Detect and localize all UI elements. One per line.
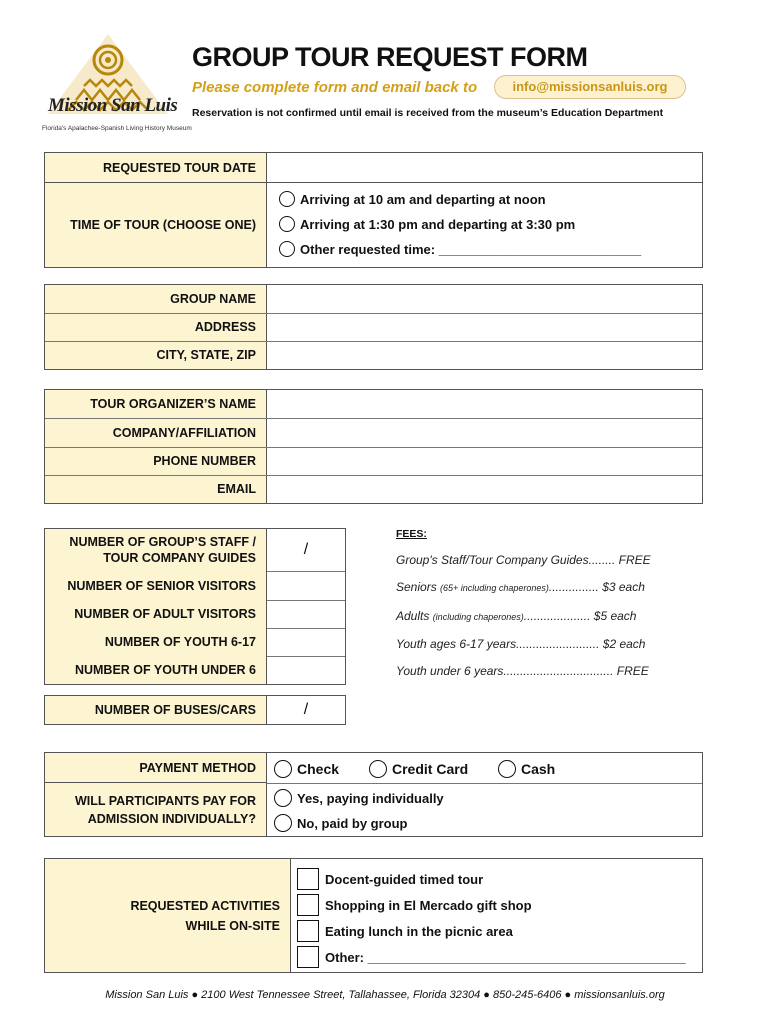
city-state-zip-label: CITY, STATE, ZIP — [45, 341, 267, 369]
tour-date-field[interactable] — [267, 153, 702, 183]
payment-method-label: PAYMENT METHOD — [45, 753, 267, 783]
checkbox-icon[interactable] — [297, 920, 319, 942]
youth-under-6-label: NUMBER OF YOUTH UNDER 6 — [45, 656, 267, 684]
footer-address: Mission San Luis ● 2100 West Tennessee Street, Tallahassee, Florida 32304 ● 850-245-6406 ● missionsanluis.org — [105, 989, 665, 1001]
contact-email-link[interactable]: info@missionsanluis.org — [494, 75, 686, 99]
staff-count-field[interactable]: / — [303, 541, 309, 558]
organizer-name-field[interactable] — [267, 390, 702, 418]
city-state-zip-field[interactable] — [267, 341, 702, 369]
buses-label: NUMBER OF BUSES/CARS — [45, 696, 267, 724]
adult-count-field[interactable] — [267, 600, 345, 628]
radio-icon[interactable] — [274, 760, 292, 778]
youth-count-field[interactable] — [267, 628, 345, 656]
company-label: COMPANY/AFFILIATION — [45, 418, 267, 447]
group-name-label: GROUP NAME — [45, 285, 267, 313]
pay-individually-no[interactable]: No, paid by group — [274, 814, 408, 832]
activities-label: REQUESTED ACTIVITIES WHILE ON-SITE — [45, 859, 291, 972]
radio-icon[interactable] — [274, 814, 292, 832]
adult-count-label: NUMBER OF ADULT VISITORS — [45, 600, 267, 628]
time-option-morning[interactable]: Arriving at 10 am and departing at noon — [279, 191, 546, 207]
tour-date-label: REQUESTED TOUR DATE — [45, 153, 267, 183]
radio-icon[interactable] — [498, 760, 516, 778]
logo-wordmark: Mission San Luis — [48, 95, 178, 116]
address-label: ADDRESS — [45, 313, 267, 341]
organizer-name-label: TOUR ORGANIZER’S NAME — [45, 390, 267, 418]
group-section — [44, 284, 703, 370]
checkbox-icon[interactable] — [297, 946, 319, 968]
activity-gift-shop[interactable]: Shopping in El Mercado gift shop — [297, 894, 532, 916]
radio-icon[interactable] — [279, 216, 295, 232]
buses-field[interactable]: / — [303, 701, 309, 718]
activities-section — [44, 858, 703, 973]
radio-icon[interactable] — [274, 789, 292, 807]
checkbox-icon[interactable] — [297, 894, 319, 916]
youth-count-label: NUMBER OF YOUTH 6-17 — [45, 628, 267, 656]
fee-seniors: Seniors (65+ including chaperones)............... $3 each — [396, 580, 645, 594]
organizer-section — [44, 389, 703, 504]
pay-individually-yes[interactable]: Yes, paying individually — [274, 789, 444, 807]
activity-other[interactable]: Other: ____________________________________________ — [297, 946, 686, 968]
payment-cash-option[interactable]: Cash — [498, 760, 555, 778]
senior-count-field[interactable] — [267, 571, 345, 600]
youth-under-6-field[interactable] — [267, 656, 345, 684]
visitor-counts-section — [44, 528, 346, 685]
email-label: EMAIL — [45, 475, 267, 503]
tour-time-label: TIME OF TOUR (CHOOSE ONE) — [45, 183, 267, 267]
fee-staff: Group's Staff/Tour Company Guides........ FREE — [396, 553, 651, 567]
activity-docent-tour[interactable]: Docent-guided timed tour — [297, 868, 483, 890]
email-field[interactable] — [267, 475, 702, 503]
activity-picnic-lunch[interactable]: Eating lunch in the picnic area — [297, 920, 513, 942]
group-name-field[interactable] — [267, 285, 702, 313]
payment-check-option[interactable]: Check — [274, 760, 339, 778]
time-option-other[interactable]: Other requested time: ____________________________ — [279, 241, 641, 257]
phone-field[interactable] — [267, 447, 702, 475]
fee-adults: Adults (including chaperones).................... $5 each — [396, 609, 637, 623]
fees-heading: FEES: — [396, 528, 427, 540]
payment-credit-card-option[interactable]: Credit Card — [369, 760, 468, 778]
phone-label: PHONE NUMBER — [45, 447, 267, 475]
address-field[interactable] — [267, 313, 702, 341]
pay-individually-label: WILL PARTICIPANTS PAY FOR ADMISSION INDIVIDUALLY? — [45, 783, 267, 836]
radio-icon[interactable] — [279, 241, 295, 257]
company-field[interactable] — [267, 418, 702, 447]
fee-youth: Youth ages 6-17 years......................... $2 each — [396, 637, 646, 651]
mission-san-luis-logo — [38, 30, 178, 138]
reservation-note: Reservation is not confirmed until email is received from the museum’s Education Department — [192, 107, 664, 119]
form-subtitle: Please complete form and email back to — [192, 79, 478, 96]
radio-icon[interactable] — [369, 760, 387, 778]
staff-count-label: NUMBER OF GROUP’S STAFF / TOUR COMPANY GUIDES — [45, 529, 267, 571]
form-title: GROUP TOUR REQUEST FORM — [192, 42, 588, 72]
senior-count-label: NUMBER OF SENIOR VISITORS — [45, 571, 267, 600]
logo-tagline: Florida's Apalachee-Spanish Living History Museum — [42, 125, 192, 132]
tour-section — [44, 152, 703, 268]
payment-section — [44, 752, 703, 837]
fee-under-6: Youth under 6 years................................. FREE — [396, 664, 649, 678]
buses-section — [44, 695, 346, 725]
checkbox-icon[interactable] — [297, 868, 319, 890]
time-option-afternoon[interactable]: Arriving at 1:30 pm and departing at 3:30 pm — [279, 216, 575, 232]
radio-icon[interactable] — [279, 191, 295, 207]
